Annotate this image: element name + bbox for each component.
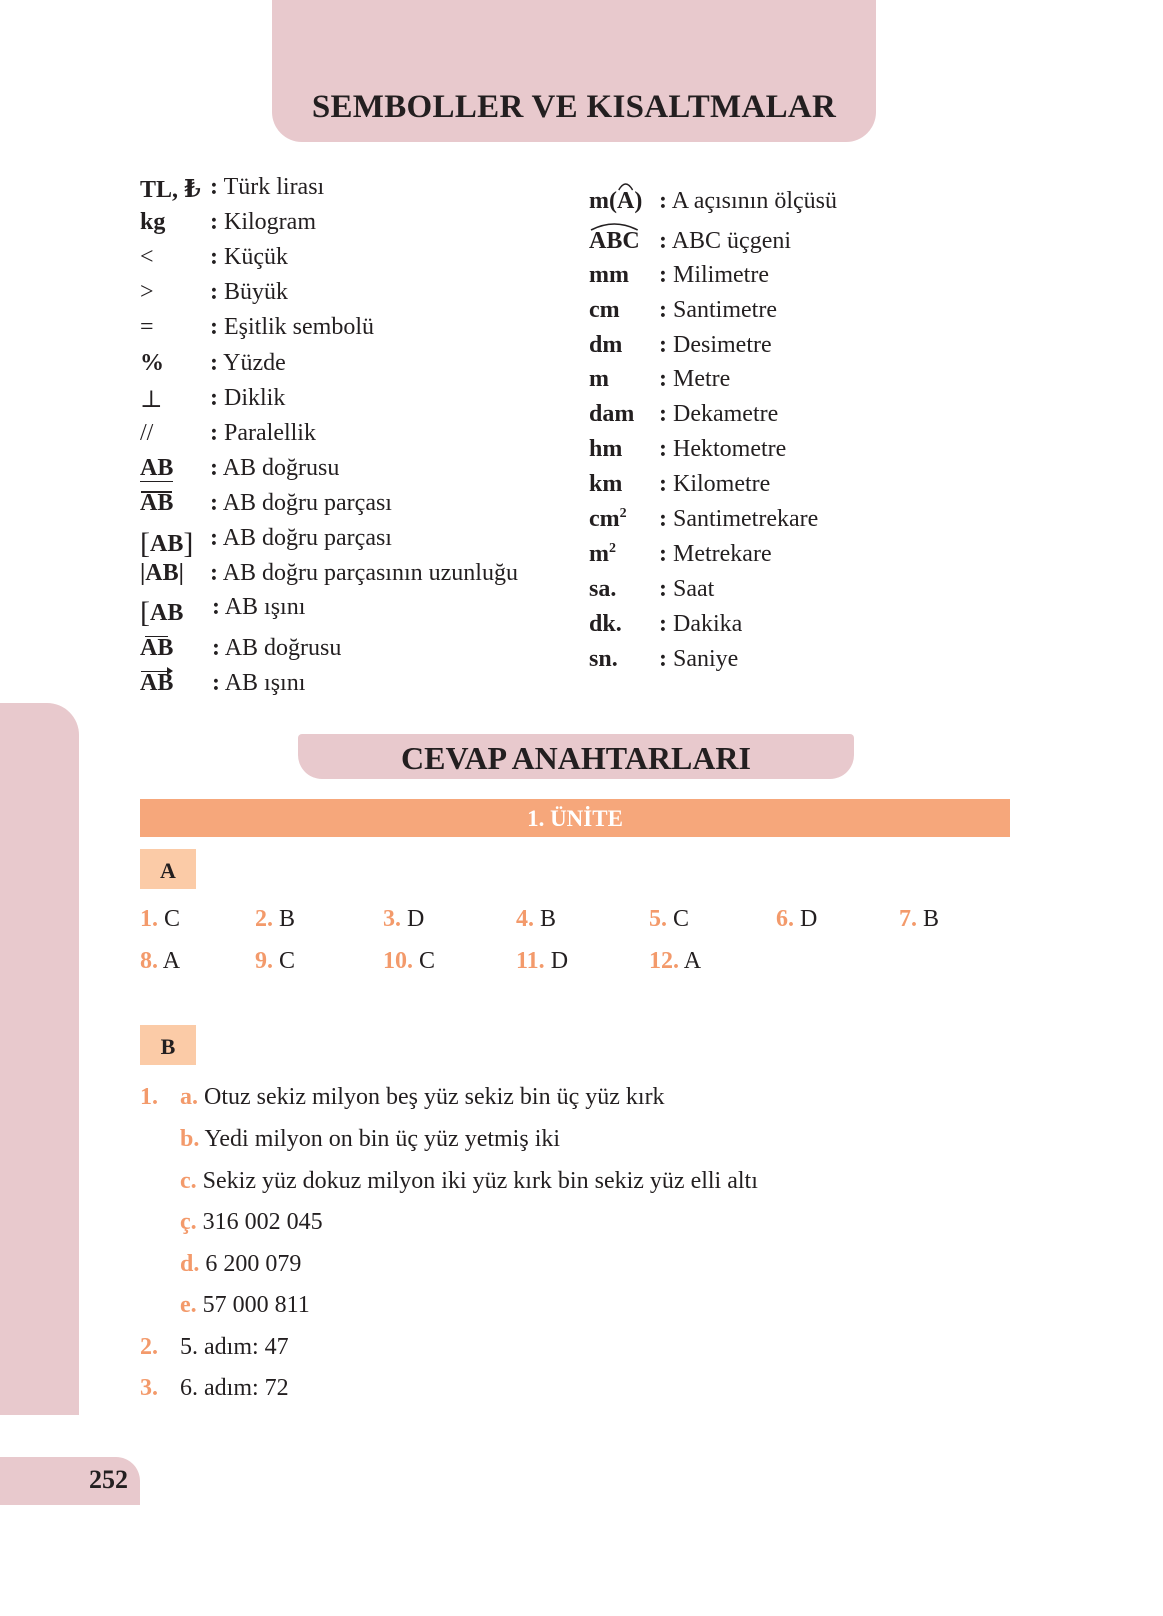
symbol-desc: Eşitlik sembolü <box>224 314 374 340</box>
symbol-row: AB : AB ışını <box>140 670 306 696</box>
side-decoration-band <box>0 703 79 1415</box>
angle-hat-icon <box>617 178 634 192</box>
answer-item: 1. C <box>140 906 181 932</box>
symbol-desc: Yüzde <box>223 350 286 376</box>
symbol: sn. <box>589 646 618 672</box>
answer-item: 10. C <box>383 948 436 974</box>
answer-line: b. Yedi milyon on bin üç yüz yetmiş iki <box>180 1126 561 1152</box>
symbol-desc: Santimetrekare <box>673 506 819 532</box>
symbol-desc: Paralellik <box>224 420 316 446</box>
answer-item: 5. C <box>649 906 690 932</box>
answer-item: 3. D <box>383 906 425 932</box>
symbol: TL, ₺ <box>140 177 201 203</box>
symbol-desc: Küçük <box>224 244 288 270</box>
answer-item: 7. B <box>899 906 940 932</box>
symbol-desc: A açısının ölçüsü <box>671 188 838 214</box>
symbol-desc: Milimetre <box>673 262 769 288</box>
symbol: cm <box>589 297 620 323</box>
symbol: dam <box>589 401 635 427</box>
answer-item: 12. A <box>649 948 702 974</box>
symbol-line-arrows: AB <box>140 635 174 661</box>
symbol-desc: Dekametre <box>673 401 779 427</box>
symbol-desc: Santimetre <box>673 297 777 323</box>
answer-item: 2. B <box>255 906 296 932</box>
symbol-ray-arrow: AB <box>140 670 174 696</box>
answer-line: d. 6 200 079 <box>180 1251 302 1277</box>
symbol: mm <box>589 262 629 288</box>
symbol-desc: Saat <box>673 576 715 602</box>
answer-item: 9. C <box>255 948 296 974</box>
symbol-desc: Diklik <box>224 385 286 411</box>
symbol: dk. <box>589 611 622 637</box>
symbol-overlined: AB <box>140 490 174 516</box>
symbol: hm <box>589 436 623 462</box>
answer-key-banner <box>298 734 854 779</box>
symbol-row: AB : AB doğru parçası <box>140 490 392 516</box>
symbol-desc: Kilogram <box>224 209 316 235</box>
symbols-right-list: m( A) : A açısının ölçüsü ABC : ABC üçgeni mm : Milimetre cm : Santimetre dm : Desimetre m : Metre dam : Dekametre hm : Hektometre km : Kilometre $cm^2$ : Santimetrekare $m^2$ : Metrekare sa. : Saat dk. : Dakika sn. : Saniye <box>589 188 889 688</box>
symbol: m <box>589 541 609 567</box>
page-title: SEMBOLLER VE KISALTMALAR <box>311 89 837 125</box>
symbol-bracketed: AB <box>150 531 184 557</box>
symbol: = <box>140 314 154 340</box>
symbol: dm <box>589 332 623 358</box>
symbol-row: AB : AB doğrusu <box>140 635 342 661</box>
symbol-desc: AB doğru parçası <box>222 490 392 516</box>
symbol-ray-bracket: AB <box>150 600 184 626</box>
section-b-label: B <box>140 1025 196 1065</box>
page-number: 252 <box>89 1465 128 1494</box>
symbol-desc: Hektometre <box>673 436 787 462</box>
symbol-desc: AB doğrusu <box>224 635 342 661</box>
symbol-desc: Metrekare <box>673 541 772 567</box>
symbol-desc: Türk lirası <box>223 174 325 200</box>
answer-item: 4. B <box>516 906 557 932</box>
symbol-desc: ABC üçgeni <box>671 228 792 254</box>
answer-line: 6. adım: 72 <box>180 1375 289 1401</box>
symbol: kg <box>140 209 166 235</box>
section-a-label: A <box>140 849 196 889</box>
symbol: |AB| <box>140 560 184 586</box>
symbol: % <box>140 350 164 376</box>
symbol: m <box>589 366 609 392</box>
symbol-desc: AB doğrusu <box>222 455 340 481</box>
unit-header-bar <box>140 799 1010 837</box>
symbol: ABC <box>589 228 640 254</box>
symbol: cm <box>589 506 620 532</box>
answer-line: ç. 316 002 045 <box>180 1209 323 1235</box>
symbols-left-list: TL, ₺ : Türk lirası kg : Kilogram < : Küçük > : Büyük = : Eşitlik sembolü % : Yüzde ⊥ : Diklik // : Paralellik AB : AB doğrusu AB : AB doğru parçası [AB] : AB doğru parçası |AB| : AB doğru parçasının uzunluğu [AB : AB ışını AB : AB doğrusu AB : AB ışını <box>140 174 560 714</box>
superscript: 2 <box>619 506 627 521</box>
answer-item: 8. A <box>140 948 181 974</box>
symbol-desc: Desimetre <box>673 332 772 358</box>
answer-item: 6. D <box>776 906 818 932</box>
page-number-tab <box>0 1457 140 1505</box>
answer-line: 5. adım: 47 <box>180 1334 289 1360</box>
title-banner <box>272 0 876 142</box>
symbol-desc: Dakika <box>673 611 743 637</box>
answer-line: a. Otuz sekiz milyon beş yüz sekiz bin üç yüz kırk <box>180 1084 665 1110</box>
superscript: 2 <box>609 541 616 556</box>
answer-line: e. 57 000 811 <box>180 1292 310 1318</box>
symbol-desc: AB ışını <box>224 594 306 620</box>
question-number: 2. <box>140 1334 158 1360</box>
answer-item: 11. D <box>516 948 569 974</box>
symbol: AB <box>140 455 174 481</box>
symbol-desc: Saniye <box>673 646 739 672</box>
symbol-desc: AB doğru parçası <box>222 525 392 551</box>
triangle-hat-icon <box>589 218 640 232</box>
symbol: > <box>140 279 154 305</box>
symbol-desc: AB ışını <box>224 670 306 696</box>
symbol-desc: Kilometre <box>673 471 771 497</box>
symbol-desc: Büyük <box>224 279 289 305</box>
unit-title: 1. ÜNİTE <box>527 806 623 831</box>
symbol: ⊥ <box>140 387 163 413</box>
symbol-desc: AB doğru parçasının uzunluğu <box>222 560 518 586</box>
symbol-desc: Metre <box>673 366 731 392</box>
question-number: 1. <box>140 1084 158 1110</box>
symbol: < <box>140 244 154 270</box>
answer-line: c. Sekiz yüz dokuz milyon iki yüz kırk bin sekiz yüz elli altı <box>180 1168 758 1194</box>
question-number: 3. <box>140 1375 158 1401</box>
symbol: sa. <box>589 576 617 602</box>
symbol: km <box>589 471 623 497</box>
answer-key-title: CEVAP ANAHTARLARI <box>401 740 751 776</box>
symbol: // <box>140 420 154 446</box>
